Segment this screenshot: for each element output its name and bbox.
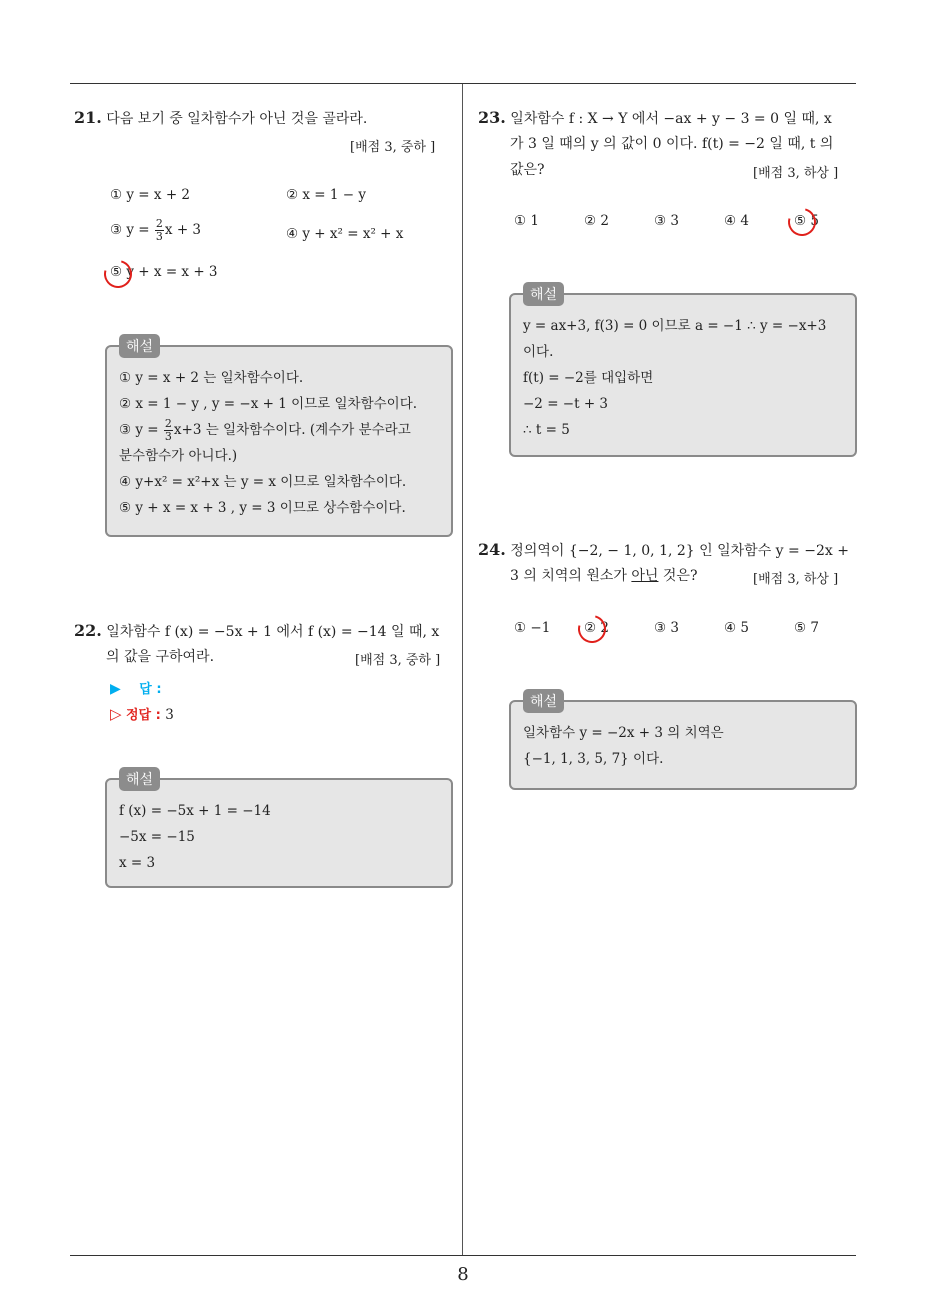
- q21-choice-4[interactable]: ④ y + x² = x² + x: [286, 226, 404, 242]
- bottom-rule: [70, 1255, 856, 1256]
- q24-explanation-box: [509, 694, 857, 790]
- q21-choice-3-frac: $\frac{2}{3}$: [155, 217, 163, 243]
- q23-answer-mark-icon: [783, 203, 821, 241]
- q24-underlined-word: 아닌: [631, 568, 659, 584]
- q22-correct-label: 정답 :: [126, 708, 161, 723]
- q24-choice-5[interactable]: ⑤ 7: [794, 620, 819, 636]
- q24-text-1: 정의역이 {−2, − 1, 0, 1, 2} 인 일차함수 y = −2x +: [510, 543, 849, 559]
- q23-explain-line-3: f(t) = −2를 대입하면: [523, 370, 654, 386]
- q23-explanation-tag: 해설: [523, 282, 564, 306]
- q24-question: [478, 538, 849, 563]
- q23-explain-line-5: ∴ t = 5: [523, 422, 570, 438]
- q21-choice-3-head: ③ y =: [110, 222, 154, 238]
- q22-explain-line-1: f (x) = −5x + 1 = −14: [119, 803, 271, 819]
- q22-number: 22.: [74, 621, 102, 640]
- q22-explanation-tag: 해설: [119, 767, 160, 791]
- q24-choice-1[interactable]: ① −1: [514, 620, 551, 636]
- play-icon: ▶: [110, 681, 121, 697]
- q24-choice-3[interactable]: ③ 3: [654, 620, 679, 636]
- q24-text-2: 3 의 치역의 원소가 아닌 것은?: [510, 568, 698, 584]
- q22-text-2: 의 값을 구하여라.: [106, 649, 215, 665]
- q23-explain-line-1: y = ax+3, f(3) = 0 이므로 a = −1 ∴ y = −x+3: [523, 318, 827, 334]
- q21-choice-3-tail: x + 3: [164, 222, 202, 238]
- q22-explain-line-2: −5x = −15: [119, 829, 195, 845]
- q22-answer-label: 답 :: [139, 682, 162, 697]
- q22-correct-value: 3: [165, 707, 174, 723]
- q21-explain-line-3: ③ y = $\frac{2}{3}$ x+3 는 일차함수이다. (계수가 분수라고: [119, 417, 411, 443]
- triangle-outline-icon: ▷: [110, 705, 122, 723]
- q23-text-2: 가 3 일 때의 y 의 값이 0 이다. f(t) = −2 일 때, t 의: [510, 136, 834, 152]
- q24-explain-line-1: 일차함수 y = −2x + 3 의 치역은: [523, 725, 724, 741]
- q23-choice-4[interactable]: ④ 4: [724, 213, 749, 229]
- q22-correct-row: [110, 704, 174, 723]
- q21-number: 21.: [74, 108, 102, 127]
- q23-explain-line-4: −2 = −t + 3: [523, 396, 609, 412]
- q21-explain-line-4: 분수함수가 아니다.): [119, 448, 238, 464]
- q22-explain-line-3: x = 3: [119, 855, 156, 871]
- q22-meta: [배점 3, 중하 ]: [355, 653, 441, 668]
- q24-answer-mark-icon: [573, 610, 611, 648]
- q23-choice-1[interactable]: ① 1: [514, 213, 539, 229]
- q23-question: [478, 106, 832, 131]
- page-number: 8: [457, 1264, 469, 1285]
- q22-answer-row: [110, 678, 162, 697]
- q21-choice-2[interactable]: ② x = 1 − y: [286, 187, 367, 203]
- q21-explanation-box: [105, 339, 453, 537]
- q21-explain-line-5: ④ y+x² = x²+x 는 y = x 이므로 일차함수이다.: [119, 474, 407, 490]
- top-rule: [70, 83, 856, 84]
- q21-choice-1[interactable]: ① y = x + 2: [110, 187, 191, 203]
- q24-explain-line-2: {−1, 1, 3, 5, 7} 이다.: [523, 751, 664, 767]
- q21-text: 다음 보기 중 일차함수가 아닌 것을 골라라.: [106, 111, 368, 127]
- q21-question: [74, 106, 367, 131]
- q21-explanation-tag: 해설: [119, 334, 160, 358]
- q23-number: 23.: [478, 108, 506, 127]
- q23-choice-2[interactable]: ② 2: [584, 213, 609, 229]
- column-divider: [462, 84, 463, 1256]
- q23-meta: [배점 3, 하상 ]: [753, 166, 839, 181]
- q21-explain-line-1: ① y = x + 2 는 일차함수이다.: [119, 370, 304, 386]
- q23-text-3: 값은?: [510, 162, 545, 178]
- q24-choice-4[interactable]: ④ 5: [724, 620, 749, 636]
- q23-explain-line-2: 이다.: [523, 344, 554, 360]
- q21-explain-line-2: ② x = 1 − y , y = −x + 1 이므로 일차함수이다.: [119, 396, 418, 412]
- q24-choice-2[interactable]: ② 2: [584, 620, 609, 636]
- q21-choice-3[interactable]: [110, 218, 201, 243]
- q23-choice-5[interactable]: ⑤ 5: [794, 213, 819, 229]
- q23-choice-3[interactable]: ③ 3: [654, 213, 679, 229]
- q23-explanation-box: [509, 287, 857, 457]
- q22-text-1: 일차함수 f (x) = −5x + 1 에서 f (x) = −14 일 때, x: [106, 624, 440, 640]
- q24-number: 24.: [478, 540, 506, 559]
- q24-meta: [배점 3, 하상 ]: [753, 572, 839, 587]
- q21-choice-5[interactable]: ⑤ y + x = x + 3: [110, 264, 218, 280]
- q21-answer-mark-icon: [99, 255, 137, 293]
- q21-meta: [배점 3, 중하 ]: [350, 140, 436, 155]
- q23-text-1: 일차함수 f : X → Y 에서 −ax + y − 3 = 0 일 때, x: [510, 111, 832, 127]
- q22-question: [74, 619, 439, 644]
- q22-explanation-box: [105, 772, 453, 888]
- q24-explanation-tag: 해설: [523, 689, 564, 713]
- q21-explain-line-6: ⑤ y + x = x + 3 , y = 3 이므로 상수함수이다.: [119, 500, 406, 516]
